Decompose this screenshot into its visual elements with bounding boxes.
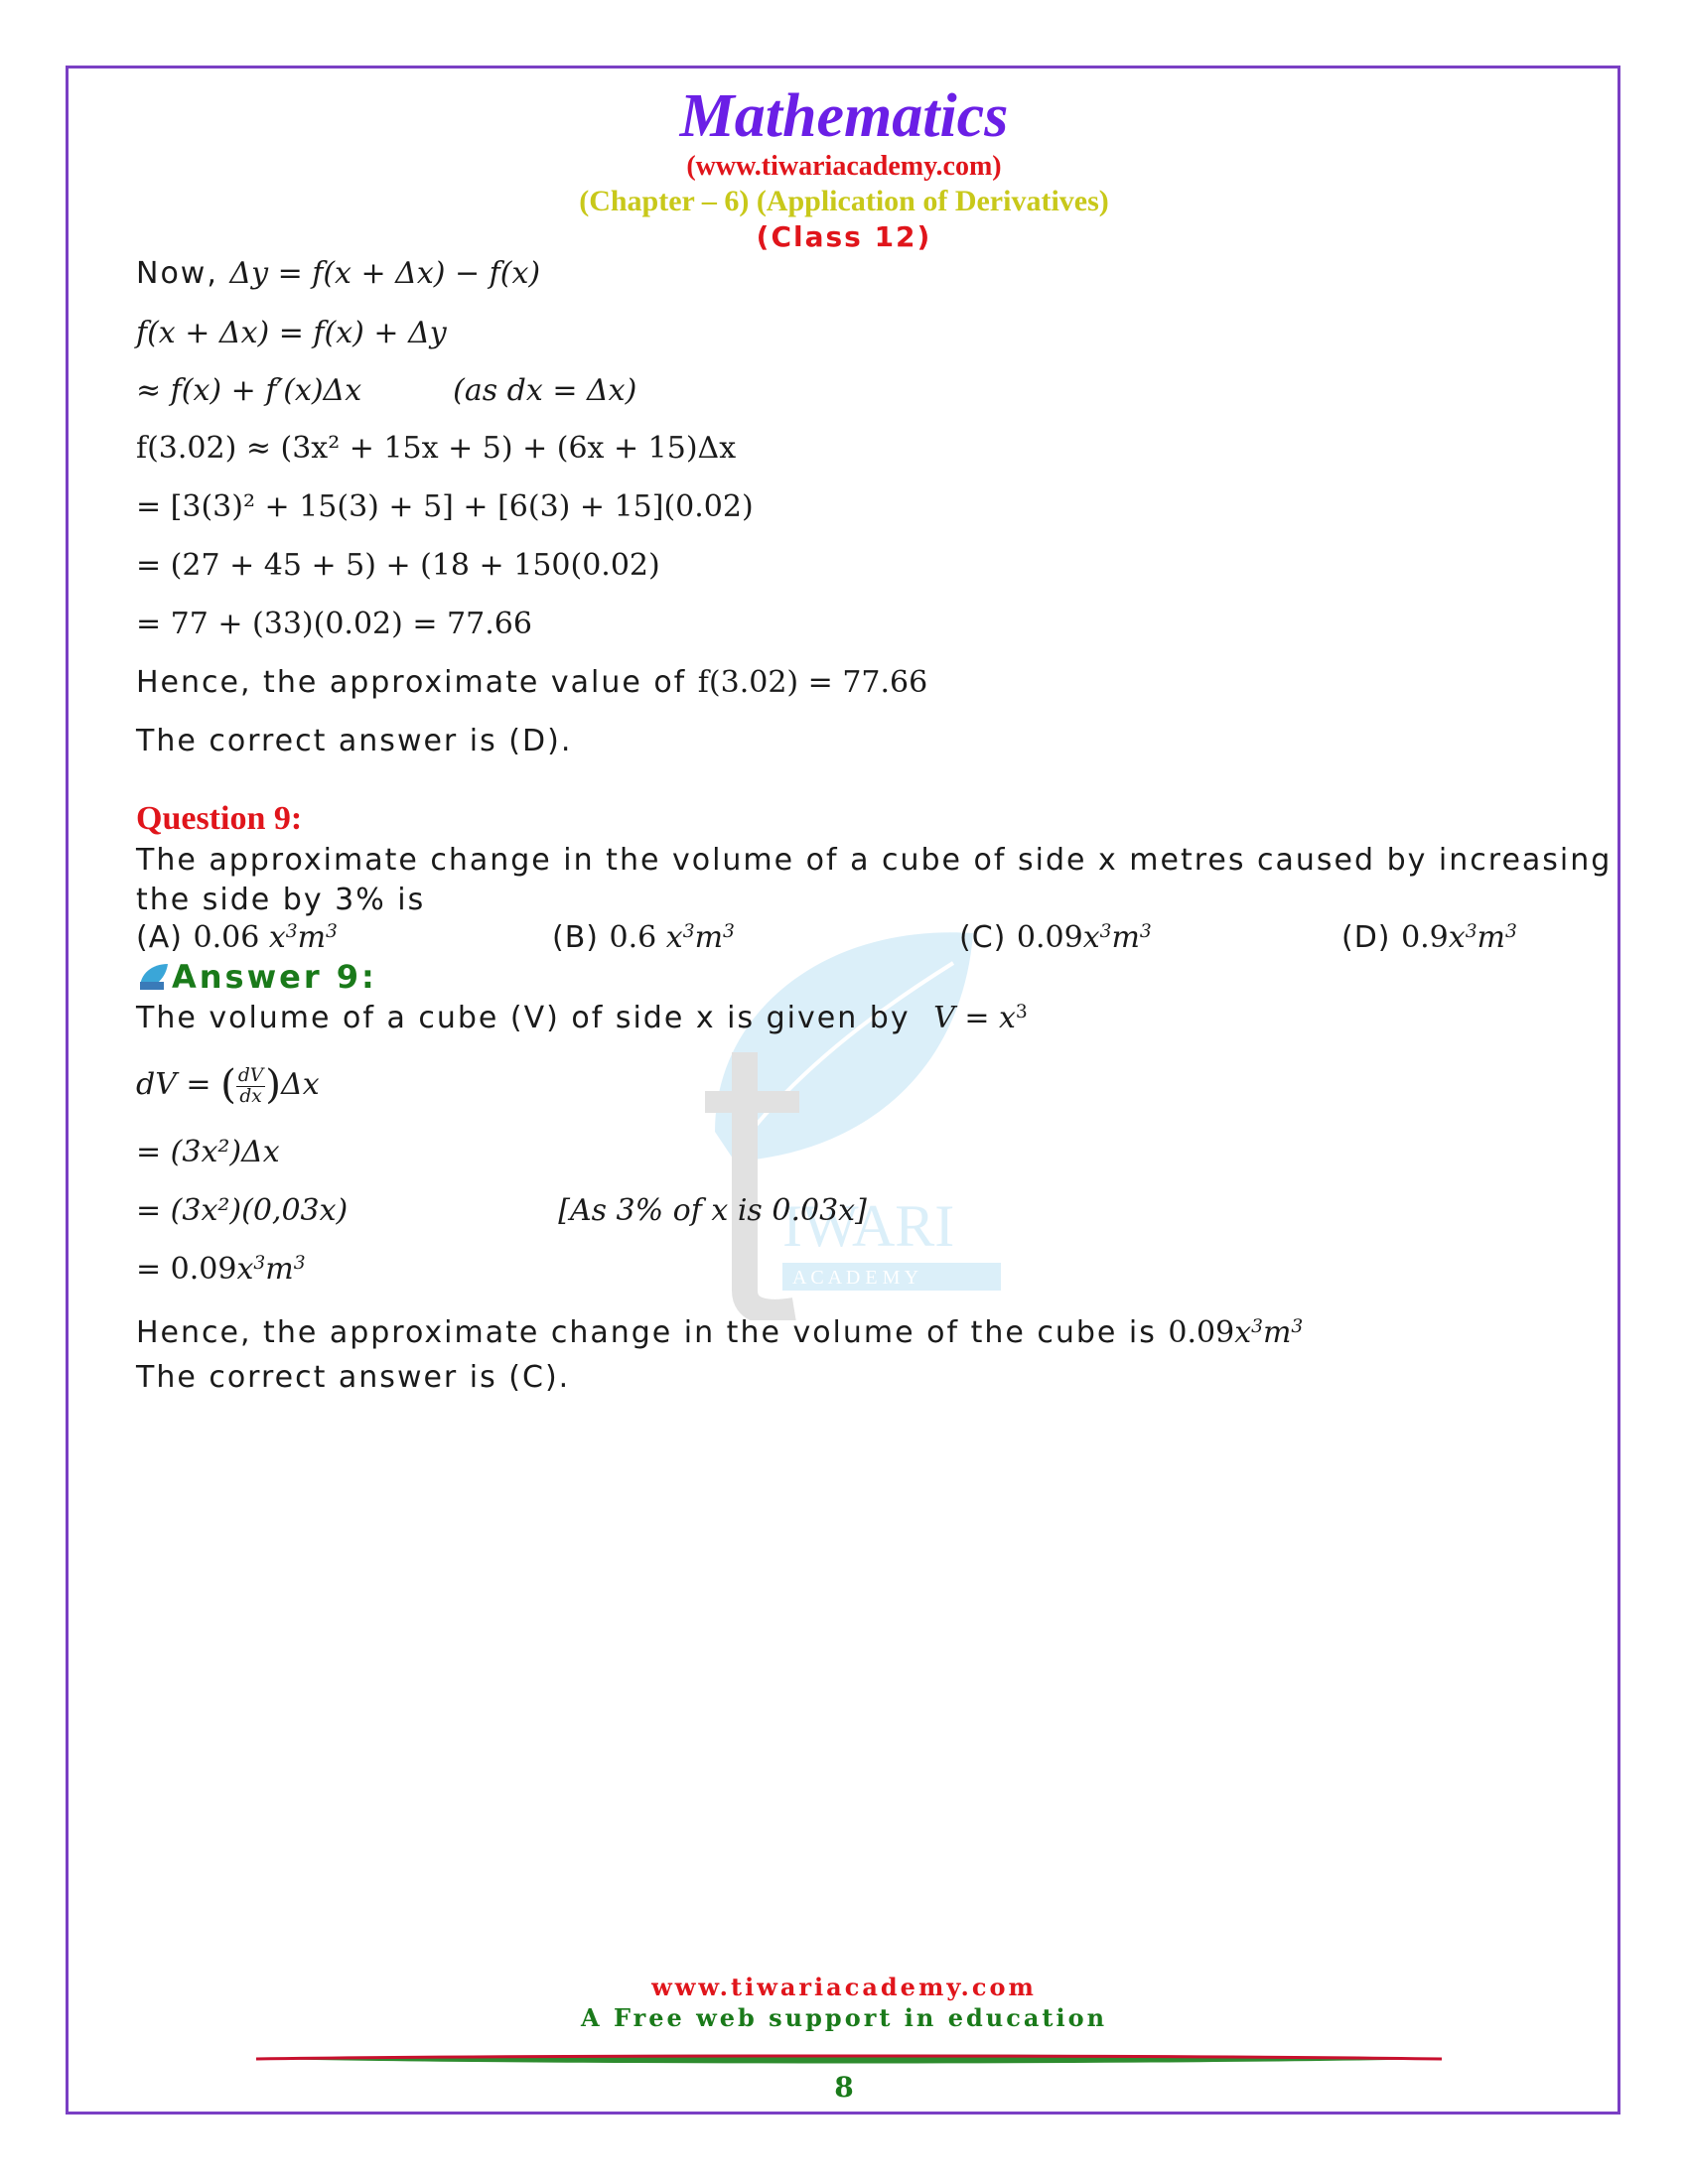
solution-line-7: = 77 + (33)(0.02) = 77.66 [136, 607, 532, 641]
solution-line-2: f(x + Δx) = f(x) + Δy [136, 316, 447, 350]
answer-line-5: = $0.09x^3m^3$ [136, 1252, 306, 1287]
footer-site: www.tiwariacademy.com [651, 1973, 1037, 2001]
solution-line-3: ≈ f(x) + f′(x)Δx (as dx = Δx) [136, 373, 637, 408]
watermark-brand: IWARI [782, 1193, 955, 1259]
watermark-sub: A C A D E M Y [792, 1267, 919, 1289]
solution-line-1: Now, Δy = f(x + Δx) − f(x) [136, 256, 541, 291]
answer-line-3: = (3x²)Δx [136, 1135, 280, 1169]
header-chapter: (Chapter – 6) (Application of Derivatives) [579, 185, 1109, 217]
answer-line-2: dV = ( $\frac{dV}{dx}$ )Δx [136, 1060, 320, 1108]
footer-tagline: A Free web support in education [580, 2003, 1108, 2032]
solution-line-4: f(3.02) ≈ (3x² + 15x + 5) + (6x + 15)Δx [136, 431, 737, 466]
option-d: (D) $0.9x^3m^3$ [1341, 920, 1517, 955]
solution-conclusion: The correct answer is (D). [136, 724, 573, 758]
solution-line-8: Hence, the approximate value of f(3.02) = 77.66 [136, 665, 928, 700]
footer-divider [256, 2051, 1442, 2067]
solution-line-6: = (27 + 45 + 5) + (18 + 150(0.02) [136, 548, 660, 583]
tiwari-watermark-logo [675, 903, 1013, 1320]
option-b: (B) 0.6 $x^3m^3$ [552, 920, 735, 955]
option-a: (A) 0.06 $x^3m^3$ [136, 920, 338, 955]
header-class: (Class 12) [756, 220, 932, 253]
question-heading: Question 9: [136, 800, 303, 837]
page-number: 8 [834, 2071, 854, 2104]
question-text-line-1: The approximate change in the volume of a cube of side x metres caused by increasing [136, 843, 1613, 878]
answer-line-6: Hence, the approximate change in the volume of the cube is $0.09x^3m^3$ [136, 1315, 1304, 1350]
page-title: Mathematics [679, 82, 1009, 150]
answer-line-1: The volume of a cube (V) of side x is given by $V = x^3$ [136, 1001, 1028, 1035]
answer-conclusion: The correct answer is (C). [136, 1360, 571, 1395]
tiwari-leaf-icon [136, 962, 170, 992]
header-site: (www.tiwariacademy.com) [686, 151, 1002, 182]
answer-line-4: = (3x²)(0,03x) [As 3% of x is 0.03x] [136, 1193, 867, 1228]
solution-line-5: = [3(3)² + 15(3) + 5] + [6(3) + 15](0.02) [136, 489, 754, 524]
answer-heading: Answer 9: [136, 958, 377, 996]
option-c: (C) $0.09x^3m^3$ [959, 920, 1152, 955]
question-text-line-2: the side by 3% is [136, 883, 426, 917]
